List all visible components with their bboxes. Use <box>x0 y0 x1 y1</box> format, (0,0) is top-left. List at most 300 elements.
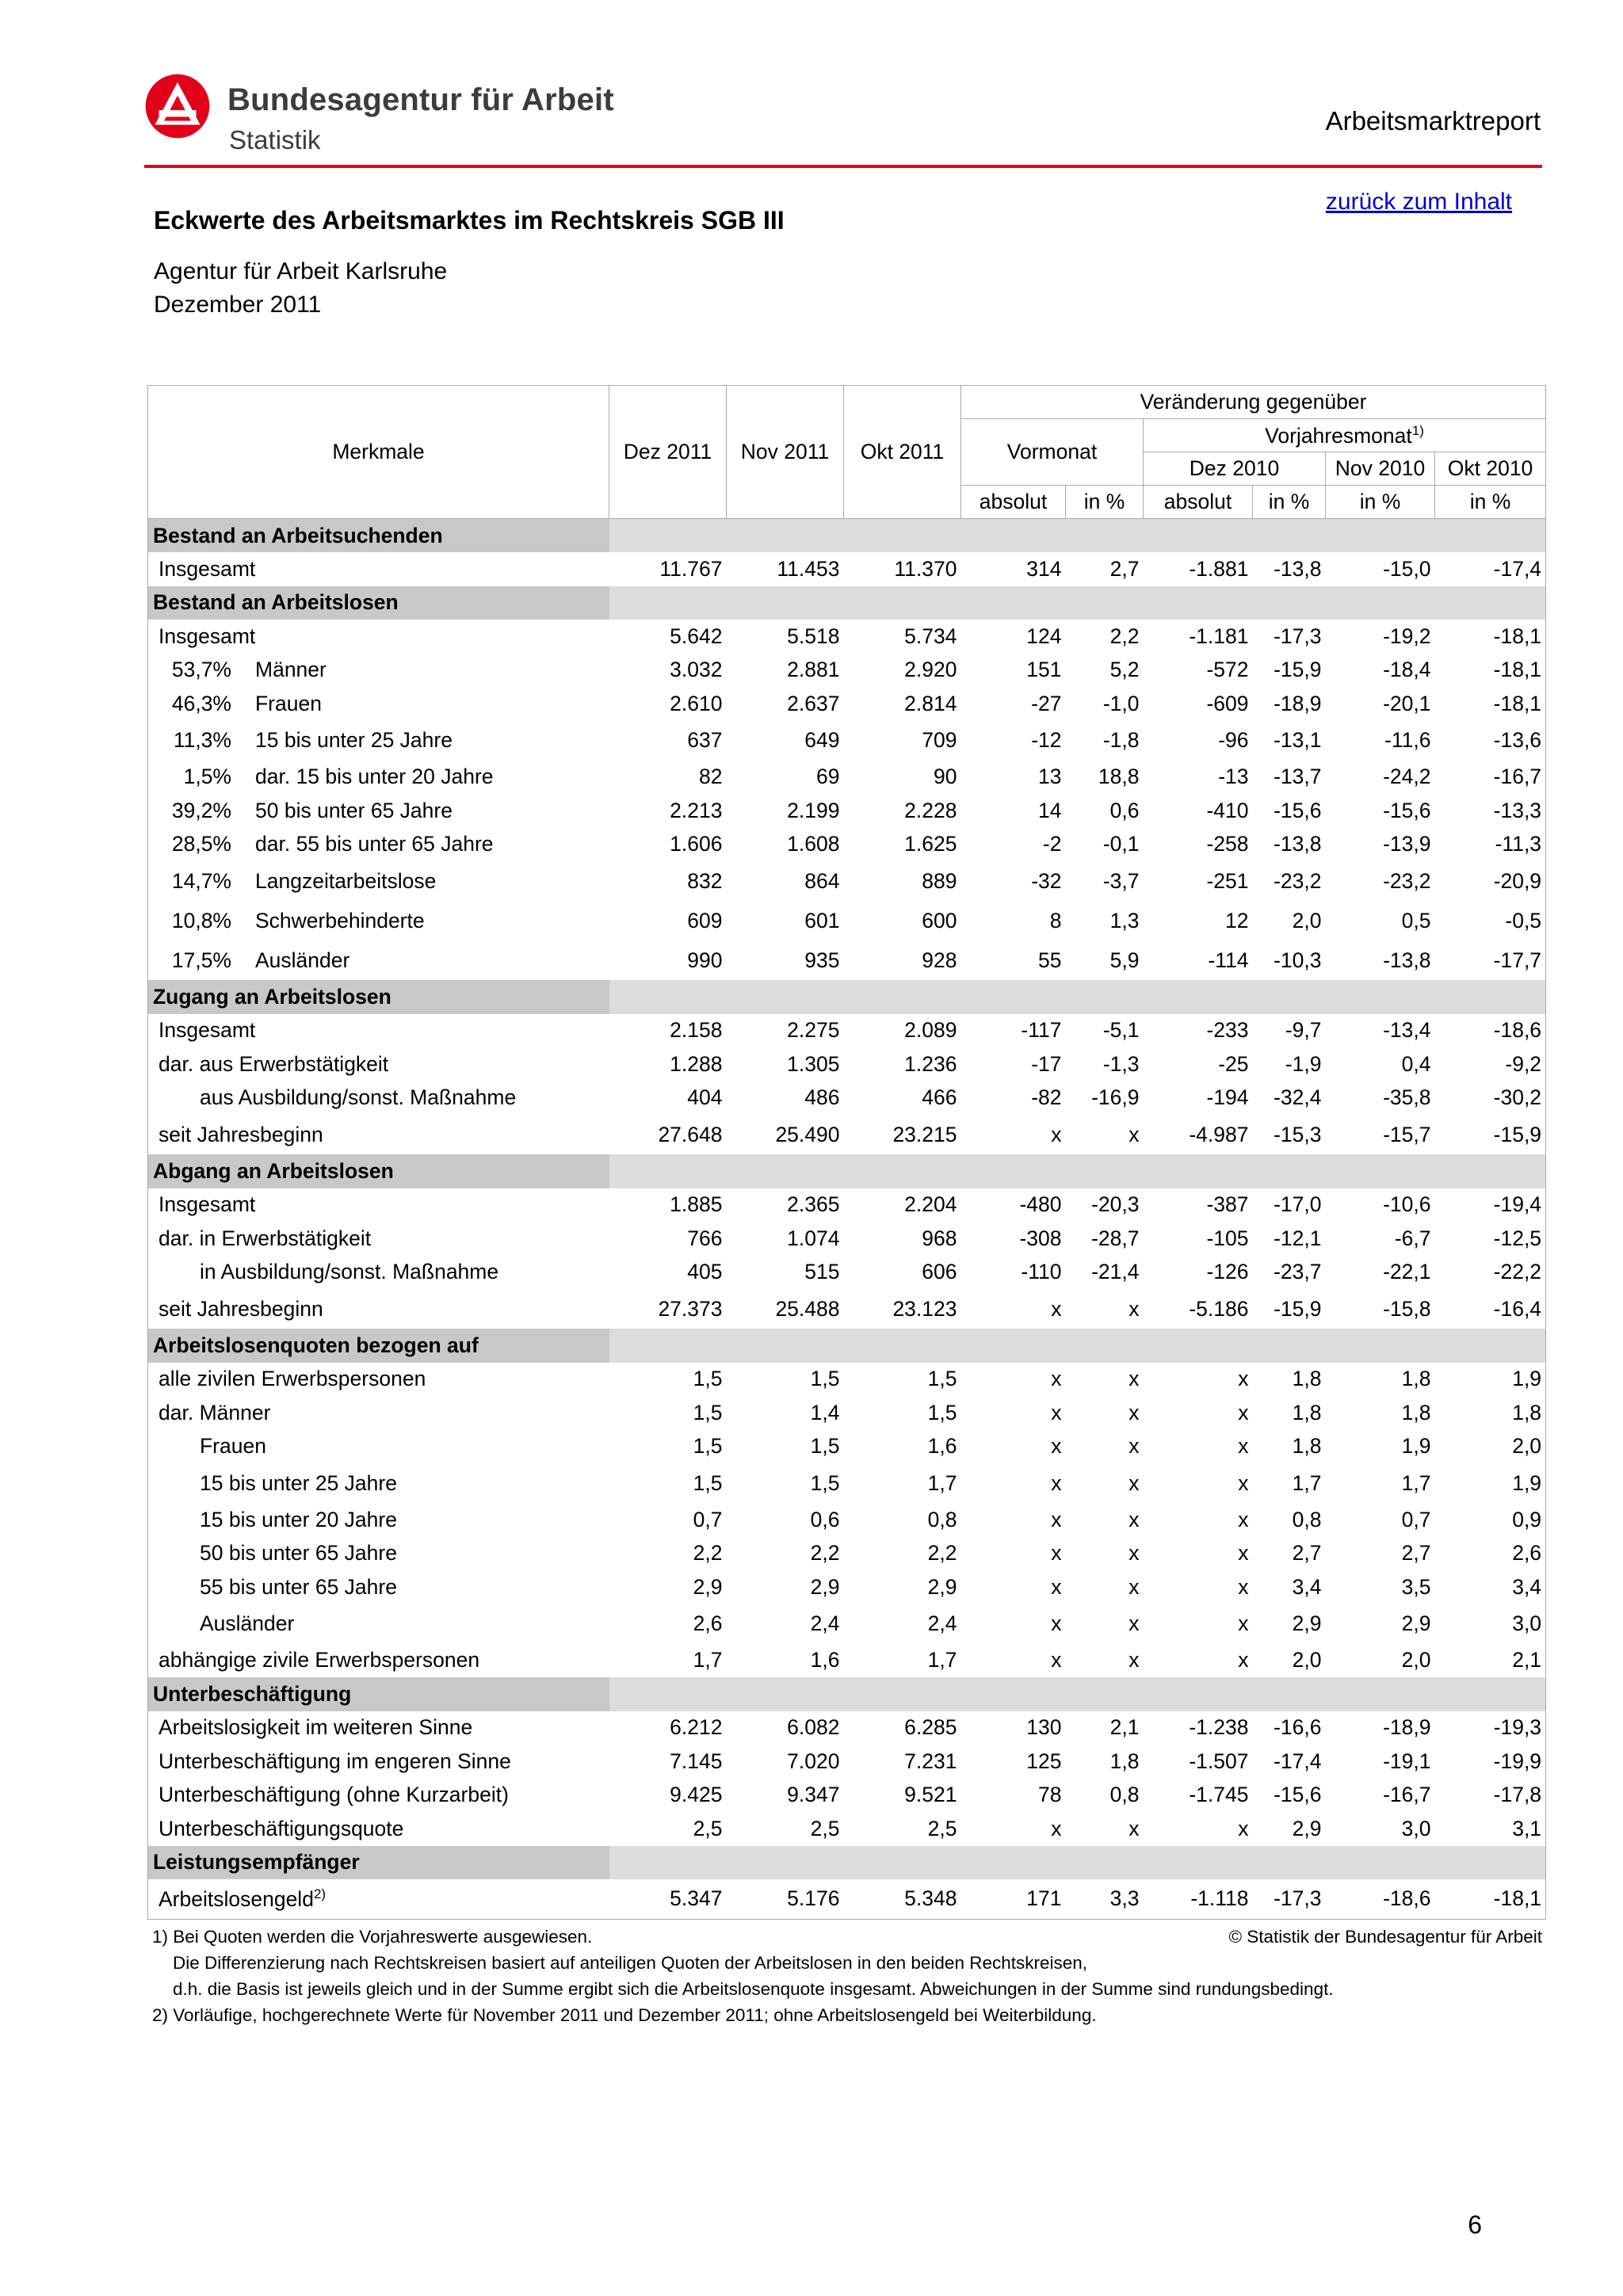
table-cell: 5.642 <box>670 624 723 648</box>
agency-name: Agentur für Arbeit Karlsruhe <box>154 258 448 284</box>
table-cell: 2,2 <box>1109 624 1140 648</box>
table-cell: 2,9 <box>1401 1611 1431 1635</box>
row-label <box>148 1537 609 1571</box>
table-cell: -105 <box>1206 1226 1249 1250</box>
table-cell: x <box>1128 1122 1140 1146</box>
row-label <box>148 901 609 940</box>
row-label-text: dar. in Erwerbstätigkeit <box>158 1226 372 1250</box>
table-cell: -410 <box>1206 798 1249 822</box>
org-subtitle: Statistik <box>229 125 321 154</box>
table-cell: -15,6 <box>1274 798 1322 822</box>
table-cell: -114 <box>1208 948 1249 972</box>
table-cell: -20,9 <box>1435 861 1546 901</box>
table-row <box>148 1463 1546 1503</box>
table-cell: 864 <box>804 868 840 893</box>
header-vormonat-pct: in % <box>1066 486 1144 519</box>
table-cell: -15,6 <box>1274 1783 1322 1807</box>
table-cell: -16,9 <box>1091 1085 1140 1110</box>
table-cell: 1.236 <box>904 1051 957 1076</box>
table-cell: x <box>1051 1507 1062 1531</box>
table-cell: 14 <box>1038 798 1062 822</box>
section-label: Bestand an Arbeitslosen <box>148 586 609 620</box>
table-cell: -1,0 <box>1102 691 1140 715</box>
table-cell: 90 <box>934 765 957 789</box>
table-cell: 515 <box>804 1260 840 1284</box>
share-percent: 53,7% <box>171 658 231 682</box>
table-row <box>148 721 1546 761</box>
table-cell: 3,0 <box>1401 1816 1431 1840</box>
table-cell: -18,4 <box>1383 658 1431 682</box>
footnote-1-line-1: 1) Bei Quoten werden die Vorjahreswerte ausgewiesen. <box>152 1927 593 1947</box>
table-cell: -35,8 <box>1383 1085 1431 1110</box>
table-cell: -13,8 <box>1383 948 1431 972</box>
table-row <box>148 901 1546 940</box>
section-fill <box>609 1846 1546 1880</box>
table-cell: 82 <box>699 765 723 789</box>
table-cell: -9,2 <box>1435 1047 1546 1081</box>
table-cell: 0,7 <box>1401 1507 1431 1531</box>
table-row <box>148 1081 1546 1116</box>
section-label: Leistungsempfänger <box>148 1846 609 1880</box>
table-cell: -16,6 <box>1274 1715 1322 1740</box>
table-cell: 5,2 <box>1109 658 1140 682</box>
table-cell: -13,9 <box>1383 832 1431 856</box>
table-cell: 1,8 <box>1401 1367 1431 1391</box>
table-row <box>148 1745 1546 1779</box>
share-percent: 14,7% <box>171 868 231 893</box>
row-label <box>148 1812 609 1846</box>
table-cell: 8 <box>1049 908 1062 933</box>
table-cell: x <box>1128 1367 1140 1391</box>
table-cell: -15,9 <box>1274 1296 1322 1321</box>
row-label-text: 15 bis unter 20 Jahre <box>200 1507 397 1531</box>
table-cell: -387 <box>1206 1192 1249 1217</box>
table-cell: -19,2 <box>1383 624 1431 648</box>
table-cell: -12 <box>1031 728 1062 752</box>
table-row <box>148 552 1546 586</box>
table-cell: 928 <box>922 948 957 972</box>
table-cell: 1,8 <box>1401 1400 1431 1425</box>
table-cell: 2,7 <box>1292 1541 1322 1566</box>
table-cell: -23,7 <box>1274 1260 1322 1284</box>
table-row <box>148 1537 1546 1571</box>
table-cell: -17,0 <box>1274 1192 1322 1217</box>
table-cell: x <box>1128 1611 1140 1635</box>
table-cell: 405 <box>687 1260 723 1284</box>
table-cell: 0,7 <box>693 1507 723 1531</box>
table-cell: 466 <box>922 1085 957 1110</box>
table-cell: 2,6 <box>693 1611 723 1635</box>
table-cell: 2,9 <box>693 1574 723 1599</box>
table-cell: 5.347 <box>609 1879 727 1919</box>
table-cell: 1,3 <box>1109 908 1140 933</box>
share-percent: 1,5% <box>183 765 231 789</box>
table-cell: -30,2 <box>1435 1081 1546 1116</box>
org-name: Bundesagentur für Arbeit <box>227 82 614 117</box>
share-percent: 10,8% <box>171 908 231 933</box>
table-row <box>148 794 1546 828</box>
table-cell: 5.348 <box>844 1879 961 1919</box>
row-label-text: seit Jahresbeginn <box>158 1122 323 1146</box>
table-cell: -18,1 <box>1435 620 1546 654</box>
table-cell: -17,3 <box>1253 1879 1326 1919</box>
table-cell: -2 <box>1042 832 1062 856</box>
table-cell: 1,7 <box>927 1470 957 1495</box>
table-cell: 5.518 <box>787 624 840 648</box>
table-cell: -22,2 <box>1435 1256 1546 1290</box>
row-label <box>148 940 609 980</box>
table-cell: 3,0 <box>1435 1604 1546 1644</box>
table-cell: -17 <box>1031 1051 1062 1076</box>
table-cell: 1,7 <box>927 1648 957 1672</box>
table-cell: 968 <box>922 1226 957 1250</box>
footnote-1-line-3: d.h. die Basis ist jeweils gleich und in der Summe ergibt sich die Arbeitslosenquote insgesamt. Abweichungen in der Summe sind rundungsbedingt. <box>173 1979 1334 1999</box>
row-label-text: Langzeitarbeitslose <box>255 868 437 893</box>
table-cell: 1.885 <box>670 1192 723 1217</box>
table-cell: 2,5 <box>810 1816 840 1840</box>
table-cell: 1,5 <box>810 1470 840 1495</box>
table-cell: 2,0 <box>1435 1430 1546 1464</box>
table-cell: 2,9 <box>1292 1816 1322 1840</box>
table-cell: -13,8 <box>1274 556 1322 581</box>
table-cell: 2,9 <box>810 1574 840 1599</box>
table-cell: x <box>1051 1648 1062 1672</box>
table-cell: 25.488 <box>775 1296 840 1321</box>
table-cell: x <box>1128 1434 1140 1459</box>
row-label-text: Schwerbehinderte <box>255 908 425 933</box>
table-cell: 1.074 <box>787 1226 840 1250</box>
section-fill <box>609 586 1546 620</box>
table-cell: -22,1 <box>1383 1260 1431 1284</box>
footnote-ref-1: 1) <box>1411 422 1424 438</box>
share-percent: 28,5% <box>171 832 231 856</box>
section-header-row <box>148 1677 1546 1711</box>
table-cell: 832 <box>687 868 723 893</box>
table-cell: -16,7 <box>1435 761 1546 795</box>
table-cell: 1,5 <box>927 1367 957 1391</box>
section-label: Unterbeschäftigung <box>148 1677 609 1711</box>
table-cell: 486 <box>804 1085 840 1110</box>
table-cell: -1,3 <box>1102 1051 1140 1076</box>
table-row <box>148 654 1546 688</box>
table-row <box>148 1570 1546 1604</box>
table-row <box>148 1047 1546 1081</box>
table-cell: 2.365 <box>787 1192 840 1217</box>
table-cell: 601 <box>804 908 840 933</box>
table-cell: x <box>1051 1400 1062 1425</box>
row-label <box>148 1463 609 1503</box>
table-cell: 2.275 <box>787 1018 840 1043</box>
report-label: Arbeitsmarktreport <box>1325 106 1541 135</box>
table-cell: -110 <box>1021 1260 1062 1284</box>
table-cell: 1,5 <box>693 1400 723 1425</box>
table-cell: 1.305 <box>787 1051 840 1076</box>
table-cell: x <box>1051 1296 1062 1321</box>
table-cell: 2,9 <box>927 1574 957 1599</box>
table-cell: 606 <box>922 1260 957 1284</box>
table-cell: -17,7 <box>1435 940 1546 980</box>
table-cell: 314 <box>1026 556 1062 581</box>
row-label-text: Insgesamt <box>158 556 256 581</box>
table-cell: 27.373 <box>658 1296 723 1321</box>
table-cell: -15,9 <box>1274 658 1322 682</box>
row-label <box>148 861 609 901</box>
table-cell: 1.625 <box>904 832 957 856</box>
row-label <box>148 1363 609 1397</box>
table-cell: 1,8 <box>1292 1434 1322 1459</box>
row-label-text: 50 bis unter 65 Jahre <box>255 798 453 822</box>
table-cell: 2.089 <box>904 1018 957 1043</box>
row-label-text: Unterbeschäftigung (ohne Kurzarbeit) <box>158 1783 509 1807</box>
table-cell: x <box>1238 1574 1249 1599</box>
row-label-text: Insgesamt <box>158 1192 256 1217</box>
table-cell: 2.610 <box>670 691 723 715</box>
table-cell: -18,6 <box>1435 1014 1546 1048</box>
table-cell: -32 <box>1031 868 1062 893</box>
table-cell: 990 <box>687 948 723 972</box>
table-cell: x <box>1128 1470 1140 1495</box>
table-row <box>148 828 1546 862</box>
table-cell: 125 <box>1026 1749 1062 1773</box>
row-label <box>148 1779 609 1813</box>
table-cell: 2,7 <box>1401 1541 1431 1566</box>
table-cell: -17,8 <box>1435 1779 1546 1813</box>
table-cell: 2.920 <box>904 658 957 682</box>
table-cell: -32,4 <box>1274 1085 1322 1110</box>
row-label <box>148 828 609 862</box>
table-cell: x <box>1128 1507 1140 1531</box>
table-cell: 23.123 <box>892 1296 957 1321</box>
header-change-group: Veränderung gegenüber <box>961 386 1546 419</box>
header-vormonat: Vormonat <box>961 419 1144 486</box>
table-cell: 78 <box>1038 1783 1062 1807</box>
row-label-text: Unterbeschäftigung im engeren Sinne <box>158 1749 511 1773</box>
table-cell: 171 <box>961 1879 1066 1919</box>
table-cell: 1,6 <box>927 1434 957 1459</box>
row-label-text: alle zivilen Erwerbspersonen <box>158 1367 426 1391</box>
table-cell: 2.204 <box>904 1192 957 1217</box>
table-row <box>148 1363 1546 1397</box>
table-cell: 55 <box>1038 948 1062 972</box>
table-cell: -15,8 <box>1383 1296 1431 1321</box>
share-percent: 39,2% <box>171 798 231 822</box>
row-label <box>148 1289 609 1329</box>
header-merkmale: Merkmale <box>148 386 609 519</box>
table-cell: 5.734 <box>904 624 957 648</box>
table-cell: -258 <box>1206 832 1249 856</box>
table-cell: 7.231 <box>904 1749 957 1773</box>
table-cell: 12 <box>1225 908 1249 933</box>
table-cell: 25.490 <box>775 1122 840 1146</box>
table-cell: 2,1 <box>1109 1715 1140 1740</box>
table-cell: x <box>1238 1507 1249 1531</box>
table-cell: -18,1 <box>1435 687 1546 721</box>
table-cell: -19,1 <box>1383 1749 1431 1773</box>
table-cell: 637 <box>687 728 723 752</box>
table-cell: -15,7 <box>1383 1122 1431 1146</box>
table-cell: 1,5 <box>927 1400 957 1425</box>
row-label-text: 15 bis unter 25 Jahre <box>255 728 453 752</box>
header-vorjahresmonat: Vorjahresmonat$^{1)}$ <box>1144 419 1546 452</box>
table-cell: -19,4 <box>1435 1188 1546 1222</box>
table-row <box>148 1503 1546 1537</box>
table-cell: 1,6 <box>810 1648 840 1672</box>
table-cell: 2,5 <box>927 1816 957 1840</box>
table-cell: 1,5 <box>810 1367 840 1391</box>
table-cell: 1,9 <box>1401 1434 1431 1459</box>
table-cell: -23,2 <box>1274 868 1322 893</box>
table-cell: 0,8 <box>927 1507 957 1531</box>
row-label <box>148 1081 609 1116</box>
table-cell: 3,4 <box>1292 1574 1322 1599</box>
table-cell: -194 <box>1206 1085 1249 1110</box>
table-cell: 9.347 <box>787 1783 840 1807</box>
table-cell: 935 <box>804 948 840 972</box>
table-cell: 2,0 <box>1292 908 1322 933</box>
table-cell: -251 <box>1206 868 1249 893</box>
table-cell: -17,4 <box>1435 552 1546 586</box>
row-label-text: Insgesamt <box>158 624 256 648</box>
table-cell: 13 <box>1038 765 1062 789</box>
footnote-ref-2: 2) <box>313 1886 327 1901</box>
row-label-text: Arbeitslosigkeit im weiteren Sinne <box>158 1715 473 1740</box>
row-label <box>148 1115 609 1154</box>
table-cell: -23,2 <box>1383 868 1431 893</box>
table-cell: -16,7 <box>1383 1783 1431 1807</box>
table-cell: x <box>1238 1648 1249 1672</box>
table-cell: x <box>1238 1400 1249 1425</box>
table-cell: -13,6 <box>1435 721 1546 761</box>
table-cell: -82 <box>1031 1085 1062 1110</box>
table-cell: 1,7 <box>1401 1470 1431 1495</box>
table-cell: 11.453 <box>777 556 840 581</box>
footnote-1-line-2: Die Differenzierung nach Rechtskreisen basiert auf anteiligen Quoten der Arbeitslosen in den beiden Rechtskreisen, <box>173 1953 1088 1973</box>
table-cell: -96 <box>1218 728 1249 752</box>
table-cell: 709 <box>922 728 957 752</box>
table-cell: -15,6 <box>1383 798 1431 822</box>
table-cell: 1,8 <box>1109 1749 1140 1773</box>
table-cell: 649 <box>804 728 840 752</box>
row-label <box>148 654 609 688</box>
table-cell: 2,4 <box>927 1611 957 1635</box>
table-cell: x <box>1051 1574 1062 1599</box>
row-label-text: Ausländer <box>255 948 350 972</box>
report-period: Dezember 2011 <box>154 292 322 318</box>
section-fill <box>609 980 1546 1014</box>
table-cell: x <box>1051 1816 1062 1840</box>
table-cell: 2,7 <box>1109 556 1140 581</box>
table-cell: -13,7 <box>1274 765 1322 789</box>
table-cell: 5,9 <box>1109 948 1140 972</box>
table-cell: -18,9 <box>1383 1715 1431 1740</box>
table-cell: 2,2 <box>693 1541 723 1566</box>
row-label-text: Männer <box>255 658 327 682</box>
table-cell: 3,3 <box>1066 1879 1144 1919</box>
row-label-text: dar. Männer <box>158 1400 271 1425</box>
table-cell: -24,2 <box>1383 765 1431 789</box>
table-cell: -5,1 <box>1102 1018 1140 1043</box>
table-cell: x <box>1128 1541 1140 1566</box>
header-dez-2011: Dez 2011 <box>609 386 727 519</box>
section-header-row <box>148 1154 1546 1188</box>
row-label <box>148 687 609 721</box>
table-cell: -5.186 <box>1189 1296 1249 1321</box>
header-nov-2011: Nov 2011 <box>727 386 844 519</box>
table-cell: -13,8 <box>1274 832 1322 856</box>
table-cell: 1,9 <box>1435 1363 1546 1397</box>
header-nov-2010: Nov 2010 <box>1326 452 1435 486</box>
table-cell: 27.648 <box>658 1122 723 1146</box>
row-label <box>148 1745 609 1779</box>
table-cell: -11,3 <box>1435 828 1546 862</box>
table-cell: x <box>1238 1611 1249 1635</box>
section-fill <box>609 1154 1546 1188</box>
table-row <box>148 940 1546 980</box>
table-row <box>148 1779 1546 1813</box>
table-cell: 0,6 <box>1109 798 1140 822</box>
table-cell: -18,1 <box>1435 654 1546 688</box>
table-cell: 2,0 <box>1292 1648 1322 1672</box>
section-header-row <box>148 1846 1546 1880</box>
table-cell: 9.521 <box>904 1783 957 1807</box>
table-cell: -0,1 <box>1102 832 1140 856</box>
table-cell: -0,5 <box>1435 901 1546 940</box>
footnote-2: 2) Vorläufige, hochgerechnete Werte für November 2011 und Dezember 2011; ohne Arbeitslosengeld bei Weiterbildung. <box>152 2005 1097 2025</box>
table-cell: -28,7 <box>1091 1226 1140 1250</box>
table-cell: x <box>1128 1574 1140 1599</box>
table-cell: 2,4 <box>810 1611 840 1635</box>
section-header-row <box>148 586 1546 620</box>
row-label-text: seit Jahresbeginn <box>158 1296 323 1321</box>
header-dez-2010: Dez 2010 <box>1144 452 1326 486</box>
table-cell: x <box>1128 1400 1140 1425</box>
row-label-text: 50 bis unter 65 Jahre <box>200 1541 397 1566</box>
table-cell: -20,3 <box>1091 1192 1140 1217</box>
table-row <box>148 1256 1546 1290</box>
row-label-text: Arbeitslosengeld <box>158 1886 314 1911</box>
row-label <box>148 1503 609 1537</box>
back-to-contents-link[interactable]: zurück zum Inhalt <box>1325 189 1512 215</box>
row-label <box>148 1879 609 1919</box>
table-cell: 1,8 <box>1292 1367 1322 1391</box>
table-cell: 0,6 <box>810 1507 840 1531</box>
table-cell: 9.425 <box>670 1783 723 1807</box>
table-cell: x <box>1051 1611 1062 1635</box>
table-cell: 7.145 <box>670 1749 723 1773</box>
row-label <box>148 1711 609 1745</box>
page-number: 6 <box>1468 2210 1482 2239</box>
table-cell: -17,3 <box>1274 624 1322 648</box>
table-cell: 2,1 <box>1435 1644 1546 1678</box>
table-cell: -1.181 <box>1189 624 1249 648</box>
table-cell: -15,3 <box>1274 1122 1322 1146</box>
row-label <box>148 1644 609 1678</box>
table-cell: 2,0 <box>1401 1648 1431 1672</box>
table-cell: x <box>1051 1367 1062 1391</box>
row-label <box>148 1396 609 1430</box>
table-row <box>148 687 1546 721</box>
table-cell: -1,9 <box>1285 1051 1322 1076</box>
header-okt-2011: Okt 2011 <box>844 386 961 519</box>
table-cell: 1,5 <box>693 1470 723 1495</box>
row-label <box>148 1188 609 1222</box>
row-label <box>148 620 609 654</box>
section-header-row <box>148 1329 1546 1363</box>
row-label <box>148 1570 609 1604</box>
share-percent: 17,5% <box>171 948 231 972</box>
table-cell: -18,1 <box>1435 1879 1546 1919</box>
table-cell: -12,5 <box>1435 1222 1546 1256</box>
